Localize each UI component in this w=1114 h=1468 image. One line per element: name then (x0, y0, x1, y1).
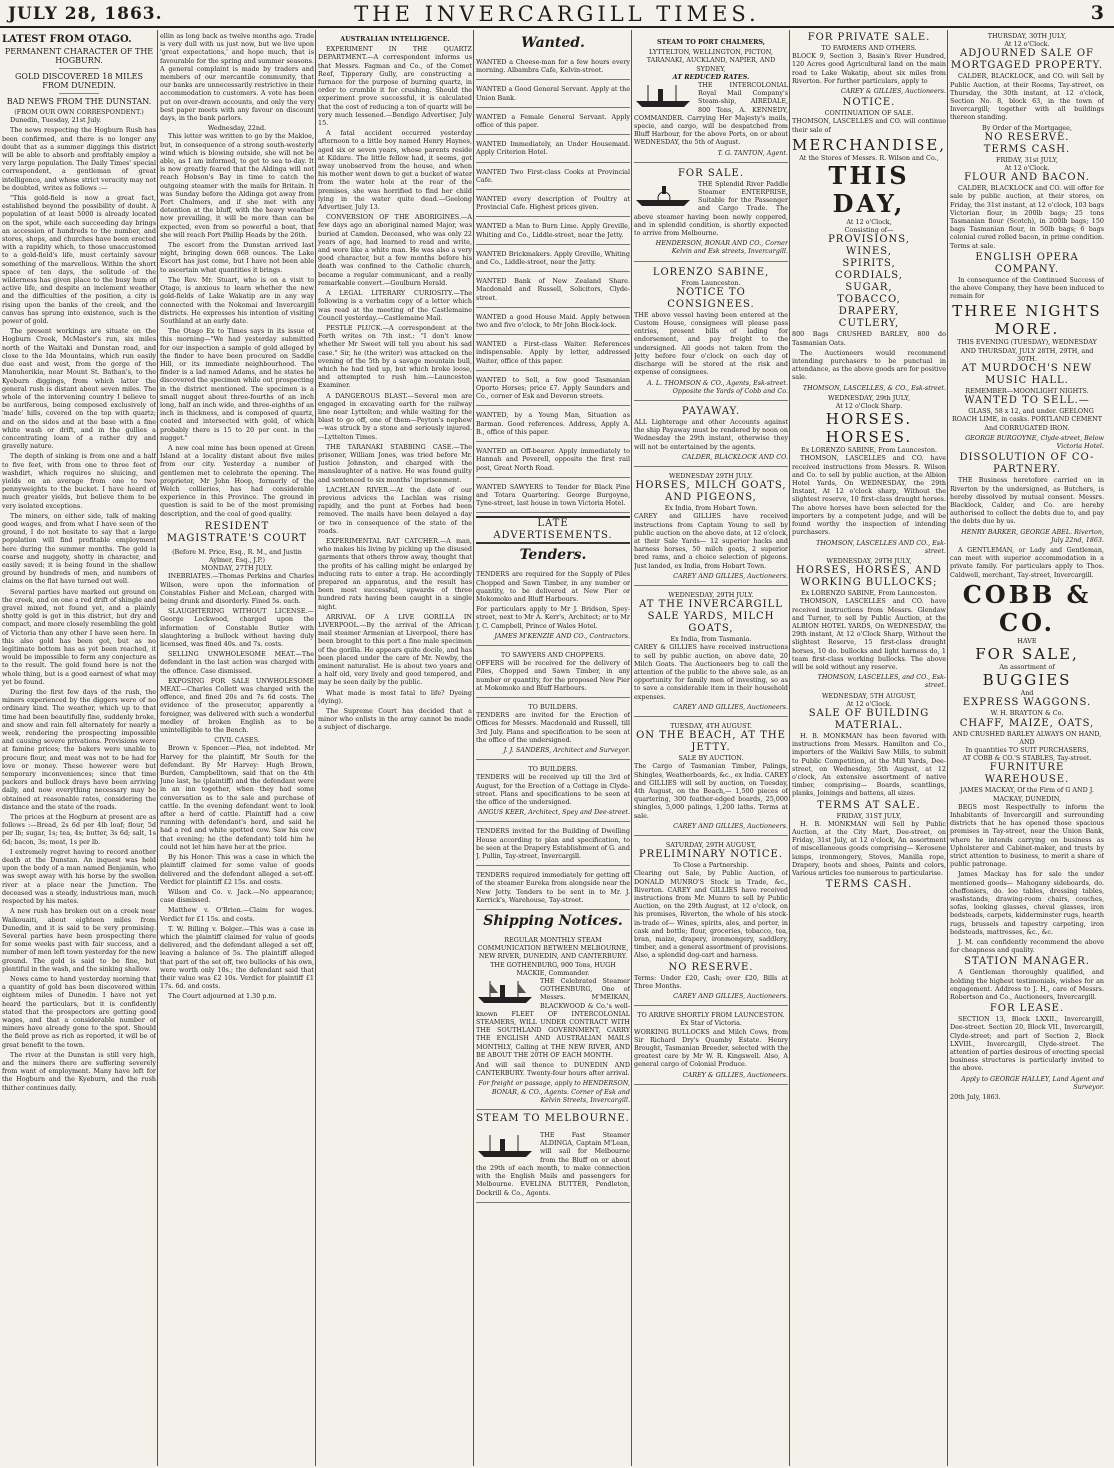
wanted-ad: WANTED a Cheese-man for a few hours every morning. Albambra Cafe, Kelvin-street. (476, 55, 630, 80)
news-item: A fatal accident occurred yesterday afternoon to a little boy named Henry Haynes, aged six or seven years, whose parents reside at Kildare. The little fellow had, it seems, got away unobserved from the house, and when his mother went down to get a bucket of water from the water hole at the rear of the premises, she was horrified to find her child lying in the water quite dead.—Geelong Advertiser, July 13. (318, 129, 472, 212)
bullocks-text: THOMSON, LASCELLES and CO. have received instructions from Messrs. Glendaw and Turner, to sell by Public Auction, at the ALBION HOTEL YARDS, On WEDNESDAY, the 29th instant, At 12 o'Clock Sharp, Without the slightest Reserve, 15 first-class draught horses, 10 do. bullocks and light harness do, 1 team first-class working bullocks. The above will be sold without any reserve. (792, 597, 946, 671)
sale-date: FRIDAY, 31st JULY, (996, 155, 1058, 164)
three-nights-heading: THREE NIGHTS MORE. (952, 302, 1102, 339)
bullocks-heading: HORSES, HORSES, AND WORKING BULLOCKS; (796, 565, 942, 589)
assortment-text: An assortment of (999, 662, 1055, 671)
cobb-heading: COBB & CO. (962, 579, 1092, 637)
issue-date: JULY 28, 1863. (8, 4, 163, 24)
column-wanted-tenders-shipping (476, 32, 630, 1464)
notice-heading: NOTICE. (842, 97, 896, 109)
goods-item: TOBACCO, (837, 294, 901, 306)
wanted-ad: WANTED a Man to Burn Lime. Apply Greville, Whiting and Co., Liddle-street, near the Jetty. (476, 219, 630, 244)
building-text: H. B. MONKMAN has been favored with instructions from Messrs. Hamilton and Co., importers of the Waikivi Saw Mills, to submit to Public Competition, at the Mill Yards, Dee-street, on Wednesday, 5th August, at 12 o'clock, An extensive assortment of native timber, comprising— Boards, scantlings, planks, Joinings and battens, all sizes. (792, 731, 946, 798)
article-paragraph: The miners, on either side, talk of making good wages, and from what I have seen of the ground, I do not hesitate to say that a large population will find profitable employment here during the summer months. The gold is coarse and nuggety, shotty in character, and easily saved; it is being found in the shallow ground by hundreds of men, and numbers of claims on the flat have turned out well. (2, 511, 156, 586)
mackay-note: J. M. can confidently recommend the above for cheapness and quality. (950, 938, 1104, 955)
sale-date: WEDNESDAY, 29th JULY, (828, 393, 910, 402)
wanted-ad: WANTED a Good General Servant. Apply at the Union Bank. (476, 82, 630, 107)
article-paragraph: The escort from the Dunstan arrived last night, bringing down 668 ounces. The Lake Escort has just come, but I have not been able to ascertain what quantities it brings. (160, 241, 314, 274)
auctioneers-note: The Auctioneers would recommend intending purchasers to be punctual in attendance, as the above goods are for positive sale. (792, 348, 946, 382)
article-paragraph: The prices at the Hogburn at present are as follows :—Bread, 2s 6d per 4lb loaf; flour, 5d per lb; sugar, 1s; tea, 4s; butter, 3s 6d; salt, 1s 6d; bacon, 3s; meat, 1s per lb. (2, 813, 156, 846)
court-paragraph: INEBRIATES.—Thomas Perkins and Charles Wilson, were upon the information of Constables Fisher and McLean, charged with being drunk and disorderly. Fined 5s. each. (160, 572, 314, 605)
auction-ad: TO ARRIVE SHORTLY FROM LAUNCESTON. Ex Star of Victoria. WORKING BULLOCKS and Milch Cows, from Sir Richard Dry's Quamby Estate. Henry Brought, Tasmanian Breeder, selected with the greatest care by Mr W. R. Kingswell. Also, A general cargo of Colonial Produce. CAREY & GILLIES, Auctioneers. (634, 1008, 788, 1085)
article-paragraph: The river at the Dunstan is still very high, and the miners there are suffering severely from want of employment. Many have left for the Hogburn and the Kyeburn, and the rush thither continues daily. (2, 1050, 156, 1092)
consignee-notice: LORENZO SABINE, From Launceston. NOTICE TO CONSIGNEES. THE above vessel having been entered at the Custom House, consignees will please pass entries, present bills of lading for endorsement, and pay freight to the undersigned. All goods not taken from the Jetty before four o'clock on each day of discharge will be stored at the risk and expense of consignees. A. L. THOMSON & CO., Agents, Esk-street. Opposite the Yards of Cobb and Co. (634, 264, 788, 401)
furniture-heading: FURNITURE WAREHOUSE. (984, 762, 1070, 786)
article-paragraph: During the first few days of the rush, the miners experienced by the diggers were of no ordinary kind. The weather, which up to that time had been beautifully fine, suddenly broke, and snow and rain fell alternately for nearly a week, rendering the prospecting impossible and causing severe privations. Provisions were at famine prices; the bakers were unable to procure flour, and meat was not to be had for love or money. These however were but temporary inconveniences; since that time packers and bullock drays have been arriving daily, and now everything necessary may be obtained at reasonable rates, considering the distance and the state of the roads. (2, 688, 156, 811)
gentleman-ad: A GENTLEMAN, or Lady and Gentleman, can meet with superior accommodation in a private family. For particulars apply to Thos. Caldwell, merchant, Tay-street, Invercargill. (950, 545, 1104, 579)
dissolution-heading: DISSOLUTION OF CO-PARTNERY. (959, 452, 1095, 476)
reserve-heading: NO RESERVE. (984, 131, 1070, 143)
consisting-text: Consisting of— (844, 226, 894, 235)
dissolution-text: THE Business heretofore carried on in Riverton by the undersigned, as Butchers, is hereby dissolved by mutual consent. Messrs. Blacklock, Calder, and Co. are hereby authorised to collect the debts due to, and pay the debts due by us. (950, 476, 1104, 526)
subheadline: GOLD DISCOVERED 18 MILES FROM DUNEDIN. (15, 72, 143, 90)
sale-text: THOMSON, LASCELLES and CO. will continue their sale of (792, 117, 946, 134)
friday-text: H. B. MONKMAN will Sell by Public Auction, at the City Mart, Dee-street, on Friday, 31st July, at 12 o'clock, An assortment of miscellaneous goods comprising— Kerosene lamps, ironmongery, Stoves, Manilla rope, Drapery, boots and shoes, Paints and colors, Various articles too numerous to particularise. (792, 819, 946, 877)
station-text: A Gentleman thoroughly qualified, and holding the highest testimonials, wishes for an engagement. Address to J. H., care of Messrs. Robertson and Co., Auctioneers, Invercargill. (950, 968, 1104, 1002)
sale-time: At 12 o'Clock Sharp. (835, 402, 903, 411)
wanted-sell-heading: WANTED TO SELL.— (964, 395, 1090, 407)
private-sale-agent: CAREY & GILLIES, Auctioneers. (840, 87, 946, 96)
article-paragraph: News came to hand yesterday morning that a quantity of gold has been discovered within eighteen miles of Dunedin. I have not yet heard the particulars, but it is confidently stated that the prospectors are getting good wages, and that a considerable number of miners have already gone to the spot. Should the field prove as rich as reported, it will be of great benefit to the town. (2, 974, 156, 1049)
wanted-ad: WANTED to Sell, a few good Tasmanian Oporto Horses; price £7. Apply Saunders and Co., corner of Esk and Deveron streets. (476, 373, 630, 407)
tender-ad: TO BUILDERS. TENDERS will be received up till the 3rd of August, for the Erection of a Cottage in Clyde-street. Plans and specifications to be seen at the office of the undersigned. ANGUS KEER, Architect, Spey and Dee-street. (476, 762, 630, 822)
and-text: And (1020, 689, 1034, 698)
column-steam-and-sales (634, 32, 788, 1464)
court-paragraph: SLAUGHTERING WITHOUT LICENSE.—George Lockwood, charged upon the information of Constable Butler with slaughtering a bullock without having duly licensed, was fined 40s. and 7s. costs. (160, 607, 314, 649)
also-text: 800 Bags CRUSHED BARLEY, 800 do Tasmanian Oats. (792, 330, 946, 347)
article-paragraph: The Otago Ex to Times says in its issue of this morning—"We had yesterday submitted for our inspection a sample of gold alleged by the finder to have been procured on Saddle Hill, or its immediate neighbourhood. The finder is a lad named Adams, and he states he discovered the specimen while out prospecting in the district mentioned. The specimen is a small nugget about three-fourths of an inch long, half an inch wide, and three-eighths of an inch in thickness, and is composed of quartz, coated and intersected with gold, of which probably there is 15 to 20 per cent. in the nugget." (160, 327, 314, 442)
terms-heading: TERMS AT SALE. (817, 799, 921, 811)
news-item: PESTLE PLUCK.—A correspondent at the Forth writes on 7th inst.: "I don't know whether Mr Sweet will tell you about his sad case." Sir, he (the writer) was attacked on the evening of the 5th by a savage mountain bull, which he had tied up, but which broke loose, and attempted to rush him.—Launceston Examiner. (318, 323, 472, 390)
opera-text: In consequence of the Continued Success of the above Company, they have been induced to remain for (950, 275, 1104, 301)
tender-ad: TENDERS invited for the Building of Dwelling House according to plan and specification, to be seen at the Drapery Establishment of G. and J. Pullin, Tay-street, Invercargill. (476, 824, 630, 866)
lease-signature: Apply to GEORGE HALLEY, Land Agent and Surveyor. (961, 1074, 1104, 1091)
news-item: THE TARANAKI STABBING CASE.—The prisoner, William Jones, was tried before Mr. Justice Johnston, and charged with the manslaughter of a native. He was found guilty and sentenced to six months' imprisonment. (318, 442, 472, 484)
column-rule (473, 30, 474, 1466)
wanted-ad: WANTED Brickmakers. Apply Greville, Whiting and Co., Liddle-street, near the Jetty. (476, 247, 630, 272)
continuation-heading: CONTINUATION OF SALE. (824, 109, 914, 118)
sale-date: WEDNESDAY, 5TH AUGUST, (821, 691, 917, 700)
wanted-heading: Wanted. (521, 35, 585, 51)
wanted-ad: WANTED a Female General Servant. Apply office of this paper. (476, 110, 630, 135)
court-paragraph: Wilson and Co. v. Jack.—No appearance; case dismissed. (160, 887, 314, 905)
goods-item: CUTLERY, (838, 318, 900, 330)
burgoyne-signature: GEORGE BURGOYNE, Clyde-street, Below Victoria Hotel. (965, 433, 1104, 451)
tender-ad: TENDERS are required for the Supply of Piles Chopped and Sawn Timber, in any number or quantity, to be delivered at New Pier or Mokomoko and Bluff Harbours. For particulars apply to Mr J. Bridson, Spey-street, next to Mr A. Kerr's, Architect; or to Mr J. C. Campbell, Prince of Wales Hotel. JAMES M'KENZIE AND CO., Contractors. (476, 567, 630, 646)
news-item: EXPERIMENT IN THE QUARTZ DEPARTMENT.—A correspondent informs us that Messrs. Fagman and Co., of the Comet Reef, Tipperary Gully, are constructing a furnace for the purpose of burning quartz, in order to crumble it for crushing. Should the experiment prove successful, it is calculated that the cost of reducing a ton of quartz will be very much lessened.—Bendigo Advertiser, July 15. (318, 45, 472, 128)
page-number: 3 (1090, 2, 1104, 24)
wanted-ad: WANTED Bank of New Zealand Share. Macdonald and Russell, Solicitors, Clyde-street. (476, 274, 630, 308)
barley-text: AND CRUSHED BARLEY ALWAYS ON HAND, AND (952, 729, 1102, 746)
bullocks-subheading: Ex LORENZO SABINE, From Launceston. (800, 589, 937, 598)
evenings-text: THIS EVENING (TUESDAY), WEDNESDAY AND THURSDAY, JULY 28TH, 29TH, and 30TH. (957, 338, 1097, 363)
court-paragraph: By his Honor: This was a case in which the plaintiff claimed for some value of goods delivered and the defendant alleged a set-off. Verdict for plaintiff £2 15s. and costs. (160, 853, 314, 886)
auction-ad: TUESDAY, 4TH AUGUST. ON THE BEACH, AT THE JETTY. SALE BY AUCTION. The Cargo of Tasmanian Timber, Palings, Shingles, Weatherboards, &c., ex India. CAREY and GILLIES will sell by auction, on Tuesday, 4th August, on the Beach,— 1,500 pieces of quartering, 300 feather-edged boards, 25,000 shingles, 5,000 palings, 1,200 laths. Terms at sale. CAREY AND GILLIES, Auctioneers. (634, 719, 788, 836)
express-heading: EXPRESS WAGGONS. (962, 697, 1092, 709)
for-sale-heading: FOR SALE, (975, 644, 1079, 663)
article-paragraph: The news respecting the Hogburn Rush has been confirmed, and there is no longer any doubt that as a summer diggings this district will be able to absorb and profitably employ a very large population. The Daily Times' special correspondent, a gentleman of great intelligence, and whose strict veracity may not be doubted, writes as follows :— (2, 126, 156, 192)
column-calder-blacklock (950, 32, 1104, 1464)
sale-date: FRIDAY, 31ST JULY, (836, 811, 902, 820)
quantities-text: In quantities TO SUIT PURCHASERS, (965, 745, 1089, 754)
auction-ad: SATURDAY, 29TH AUGUST, PRELIMINARY NOTICE. To Close a Partnership. Clearing out Sale, by Public Auction, of DONALD MUNRO'S Stock in Trade, &c., Riverton. CAREY and GILLIES have received instructions from Mr. Munro to sell by Public Auction, on the 29th August, at 12 o'clock, on his premises, Riverton, the whole of his stock-in-trade of— Wines, spirits, ales, and porter, in cask and bottle; flour, groceries, tobacco, tea, bran, maize, drapery, ironmongery, saddlery, timber, and a general assortment of provisions. Also, a splendid dog-cart and harness. NO RESERVE. Terms: Under £20, Cash; over £20, Bills at Three Months. CAREY AND GILLIES, Auctioneers. (634, 838, 788, 1006)
wanted-items: GLASS, 58 x 12, and under. GEELONG ROACH LIME, in casks. PORTLAND CEMENT And CORRUGATED IRON. (952, 407, 1102, 432)
article-paragraph: I extremely regret having to record another death at the Dunstan. An inquest was held upon the body of a man named Benjamin, who was swept away with his horse by the swollen river at a place near the Junction. The deceased was a steady, industrious man, much respected by his mates. (2, 847, 156, 906)
news-item: A DANGEROUS BLAST.—Several men are engaged in excavating earth for the railway line near Lyttelton; and while waiting for the blast to go off, one of them—Peyton's nephew—was struck by a stone and seriously injured.—Lyttelton Times. (318, 391, 472, 441)
lease-date: 20th July, 1863. (950, 1093, 1001, 1102)
news-item: ARRIVAL OF A LIVE GORILLA IN LIVERPOOL.—By the arrival of the African mail steamer Armenian at Liverpool, there has been brought to this port a fine male specimen of the gorilla. He appears quite docile, and has been placed under the care of Mr. Newby, the eminent naturalist. He is about two years and a half old, very lively and good tempered, and may be seen daily by the public. (318, 612, 472, 687)
wanted-ad: WANTED Immediately, an Under Housemaid. Apply Criterion Hotel. (476, 137, 630, 162)
court-paragraph: T. W. Billing v. Bolger.—This was a case in which the plaintiff claimed for value of goods delivered, and the defendant alleged a set off, leaving a balance of 5s. The plaintiff alleged that part of the set off, two bullocks of his own, were worth only 10s.; the defendant said that their value was £2 10s. Verdict for plaintiff £1 17s. 6d. and costs. (160, 924, 314, 991)
opera-heading: ENGLISH OPERA COMPANY. (975, 251, 1079, 275)
have-text: HAVE (1017, 636, 1037, 645)
court-subheading: (Before M. Price, Esq., R. M., and Justin Aylmer, Esq., J.P.) (172, 547, 302, 564)
private-sale-text: BLOCK 9, Section 3, Basin's River Hundred, 120 Acres good Agricultural land on the main road to Lake Wakatip, about six miles from Riverton. For further particulars, apply to (792, 52, 946, 85)
court-paragraph: Brown v. Spencer.—Plea, not indebted. Mr Harvey for the plaintiff, Mr South for the defendant. By Mr Harvey: Hugh Brown, Burden, Campbelltown, said that on the 4th June last, he (plaintiff) and the defendant were in an inn together, when they had some conversation as to the sale and purchase of cattle. In the evening defendant went to look after a herd of cattle. Plaintiff had a cow running with defendant's herd, and said he had a red and white spotted cow. Saw his cow that evening; he (the defendant) told him he could not let him have her at the price. (160, 744, 314, 851)
late-ads-heading: LATE ADVERTISEMENTS. (476, 516, 630, 544)
mackay-text: BEGS most Respectfully to inform the Inhabitants of Invercargill and surrounding districts that he has opened those spacious premises in Tay-street, near the Union Bank, where he intends carrying on business as Upholsterer and Cabinet-maker, and trusts by strict attention to business, to merit a share of public patronage. (950, 802, 1104, 869)
shipping-ad: REGULAR MONTHLY STEAM COMMUNICATION BETWEEN MELBOURNE, NEW RIVER, DUNEDIN, AND CANTERBURY. THE GOTHENBURG, 900 Tons, HUGH MACKIE, Commander. THE Celebrated Steamer GOTHENBURG, One of Messrs. M'MEIKAN, BLACKWOOD & Co.'s well-known FLEET OF INTERCOLONIAL STEAMERS, WILL UNDER CONTRACT WITH THE SOUTHLAND GOVERNMENT, CARRY THE ENGLISH AND AUSTRALIAN MAILS MONTHLY, Calling at THE NEW RIVER, AND BE ABOUT THE 20TH OF EACH MONTH. And will sail thence to DUNEDIN AND CANTERBURY. Twenty-four hours after arrival. For freight or passage, apply to HENDERSON, BONAR, & CO., Agents. Corner of Esk and Kelvin Streets, Invercargill. (476, 933, 630, 1110)
tender-ad: TO BUILDERS. TENDERS are invited for the Erection of Offices for Messrs. Macdonald and Russell, till 3rd July. Plans and specification to be seen at the office of the undersigned. J. J. SANDERS, Architect and Surveyor. (476, 700, 630, 760)
moonlight-text: REMEMBER—MOONLIGHT NIGHTS. (965, 387, 1089, 396)
subheadline: BAD NEWS FROM THE DUNSTAN. (6, 97, 152, 106)
buggies-heading: BUGGIES (982, 671, 1072, 690)
headline: LATEST FROM OTAGO. (2, 34, 132, 45)
goods-item: WINES, (846, 246, 892, 258)
column-australian-intelligence (318, 32, 472, 1464)
wanted-ad: WANTED SAWYERS to Tender for Black Pine and Totara Quartering. George Burgoyne, Tyne-street, last house in town Victoria Hotel. (476, 480, 630, 514)
wanted-ad: WANTED a good House Maid. Apply between two and five o'clock, to Mr John Block-lock. (476, 310, 630, 335)
payaway-notice: PAYAWAY. ALL Lighterage and other Accounts against the ship Payaway must be rendered by noon on Wednesday the 29th instant, otherwise they will not be entertained by the agents. CALDER, BLACKLOCK AND CO. (634, 403, 788, 467)
by-order: By Order of the Mortgagee, (982, 123, 1072, 132)
wanted-ad: WANTED a First-class Waiter. References indispensable. Apply by letter, addressed Waiter, office of this paper. (476, 337, 630, 371)
horses-heading: HORSES. HORSES. (825, 410, 913, 447)
article-paragraph: A new rush has broken out on a creek near Waikouaiti, about eighteen miles from Dunedin, and it is said to be very promising. Several parties have been prospecting there for some weeks past with fair success, and a number of men left town yesterday for the new ground. The gold is said to be fine, but plentiful in the wash, and the sinking shallow. (2, 907, 156, 973)
masthead (0, 0, 1114, 28)
stores-text: At the Stores of Messrs. R. Wilson and Co., (799, 153, 939, 162)
steam-ad: STEAM TO PORT CHALMERS, LYTTELTON, WELLINGTON, PICTON, TARANAKI, AUCKLAND, NAPIER, AND SYDNEY, AT REDUCED RATES. THE INTERCOLONIAL Royal Mail Company's Steam-ship, AIREDALE, 800 Tons, A. KENNEDY, COMMANDER. Carrying Her Majesty's mails, specie, and cargo, will be despatched from Bluff Harbour, for the above Ports, on or about WEDNESDAY, the 5th of August. T. G. TANTON, Agent. (634, 32, 788, 163)
subheadline: PERMANENT CHARACTER OF THE HOGBURN. (4, 47, 154, 65)
court-heading: RESIDENT MAGISTRATE'S COURT (166, 520, 308, 544)
this-day-heading: THIS DAY, (828, 161, 910, 219)
horses-text: THOMSON, LASCELLES and CO. have received instructions from Messrs. R. Wilson and Co. to sell by public auction, at the Albion Hotel Yards, On WEDNESDAY, the 29th Instant, At 12 o'clock sharp, Without the slightest reserve, 10 first-class draught horses. The above horses have been selected for the importers by a competent judge, and will be found worthy the inspection of intending purchasers. (792, 454, 946, 537)
column-rule (631, 30, 632, 1466)
article-paragraph: The depth of sinking is from one and a half to five feet, with from one to three feet of washdirt, which requires no sluicing, and yields on an average from one to two pennyweights to the bucket. I have heard of much greater yields, but believe them to be very isolated exceptions. (2, 452, 156, 510)
news-item: CONVERSION OF THE ABORIGINES.—A few days ago an aboriginal named Major, was buried at Camden. Deceased, who was only 22 years of age, had learned to read and write, and wore like a white man. He was also a very good character, but a few months before his death was confined to the Catholic church, became a regular communicant, and a really remarkable convert.—Goulburn Herald. (318, 213, 472, 287)
hall-heading: AT MURDOCH'S NEW MUSIC HALL. (961, 363, 1093, 387)
tender-ad: TO SAWYERS AND CHOPPERS. OFFERS will be received for the delivery of Piles, Chopped and Sawn Timber, in any number or quantity, for the proposed New Pier at Mokomoko and Bluff Harbours. (476, 648, 630, 698)
brayton-signature: W. H. BRAYTON & Co. (990, 709, 1064, 718)
wanted-ad: WANTED an Off-bearer. Apply immediately to Hannah and Peverell, opposite the first rail post, Great North Road. (476, 444, 630, 478)
goods-item: PROVISIONS, (828, 234, 910, 246)
court-paragraph: EXPOSING FOR SALE UNWHOLESOME MEAT.—Charles Collett was charged with the offence, and fined 20s and 7s 6d costs. The evidence of the prosecutor, apparently a foreigner, was delivered with such a wonderful medley of broken English as to be unintelligible to the Bench. (160, 676, 314, 735)
column-thomson-lascelles (792, 32, 946, 1464)
dateline: Dunedin, Tuesday, 21st July. (10, 116, 102, 125)
court-date: MONDAY, 27TH JULY. (201, 564, 273, 573)
tenders-heading: Tenders. (519, 547, 587, 564)
column-otago-news (2, 32, 156, 1464)
newspaper-title: THE INVERCARGILL TIMES. (354, 2, 760, 26)
adjourned-text: CALDER, BLACKLOCK, and CO. will Sell by Public Auction, at their Rooms, Tay-street, on Thursday, the 30th instant, at 12 o'clock, Section No. 8, block 63, in the town of Invercargill; together with all buildings thereon standing. (950, 72, 1104, 122)
mackay-goods: James Mackay has for sale the under mentioned goods— Mahogany sideboards, do. cheffoniers, do. loo tables, dressing tables, washstands, drawing-room chairs, couches, sofas, looking glasses, cheval glasses, iron bedsteads, carpets, kidderminster rugs, hearth rugs, brussels and tapestry carpeting, iron bedsteads, mattresses, &c., &c. (950, 870, 1104, 936)
news-item: What made is most fatal to life? Dyeing (dying). (318, 688, 472, 705)
news-item: LACHLAN RIVER.—At the date of our previous advices the Lachlan was rising rapidly, and the punt at Forbes had been removed. The mails have been delayed a day or two in consequence of the state of the roads. (318, 485, 472, 535)
wanted-ad: WANTED Two First-class Cooks at Provincial Cafe. (476, 165, 630, 190)
sale-ad: FOR SALE. THE Splendid River Paddle Steamer ENTERPRISE, Suitable for the Passenger and Cargo Trade. The above steamer having been newly coppered, and in splendid condition, is shortly expected to arrive from Melbourne. HENDERSON, BONAR AND CO., Corner Kelvin and Esk streets, Invercargill. (634, 165, 788, 262)
adjourned-heading: ADJOURNED SALE OF MORTGAGED PROPERTY. (950, 48, 1104, 72)
steamship-icon (476, 1133, 536, 1159)
terms-heading: TERMS CASH. (983, 143, 1071, 155)
melbourne-heading: STEAM TO MELBOURNE. (476, 1113, 630, 1125)
court-paragraph: Matthew v. O'Brien.—Claim for wages. Verdict for £1 15s. and costs. (160, 906, 314, 923)
article-paragraph: The present workings are situate on the Hogburn Creek, McMaster's run, six miles north of the Waitaki and Dunstan road, and close to the Ida Mountains, which run easily due east and west, from the gorge of the Manuherikia, near Mount St. Bathan's, to the Kyeburn diggings, from which latter the general rush is distant about seven miles. The whole of the intervening country I believe to be auriferous, being composed exclusively of 'made' hills, covered on the top with quartz; and on the sides and at the base with a fine white wash or drift, and in the gullies a concentrating loam of a rather dry and gravelly nature. (2, 327, 156, 451)
goods-item: CORDIALS, (835, 270, 903, 282)
section-heading: AUSTRALIAN INTELLIGENCE. (340, 35, 450, 43)
news-item: The Supreme Court has decided that a minor who enlists in the army cannot be made a subject of discharge. (318, 707, 472, 732)
auction-ad: WEDNESDAY 29TH JULY. HORSES, MILCH GOATS, AND PIGEONS, Ex India, from Hobart Town. CAREY and GILLIES have received instructions from Captain Young to sell by public auction on the above date, at 12 o'clock, at their Sale Yards— 12 superior hacks and harness horses, 50 milch goats, 2 superior bred rams, and a choice selection of pigeons. Just landed, ex India, from Hobart Town. CAREY AND GILLIES, Auctioneers. (634, 469, 788, 586)
auctioneer-signature: THOMSON, LASCELLES, & CO., Esk-street. (802, 383, 946, 392)
article-paragraph: The Rev. Mr. Stuart, who is on a visit to Otago, is anxious to learn whether the new gold-fields of Lake Wakatip are in any way connected with the Nokomai and Invercargill districts. He expresses his intention of visiting Southland at an early date. (160, 275, 314, 325)
station-heading: STATION MANAGER. (964, 956, 1090, 968)
sale-date: THURSDAY, 30TH JULY, (987, 32, 1067, 40)
shipping-ad: THE Fast Steamer ALDINGA, Captain M'Lean, will sail for Melbourne from the Bluff on or about the 29th of each month, to make connection with the English Mails and passengers for Melbourne. EVELINA BUTTER, Pendleton, Dockrill & Co., Agents. (476, 1128, 630, 1203)
dateline: Wednesday, 22nd. (207, 124, 267, 133)
court-subheading: CIVIL CASES. (214, 736, 260, 745)
sale-time: At 12 o'Clock, (846, 218, 892, 227)
auctioneer-signature: THOMSON, LASCELLES, and CO., Esk-street. (817, 673, 946, 690)
auction-ad: WEDNESDAY, 29TH JULY. AT THE INVERCARGILL SALE YARDS, MILCH GOATS, Ex India, from Tasmania. CAREY & GILLIES have received instructions to sell by public auction, on above date, 20 Milch Goats. The Auctioneers beg to call the attention of the public to the above sale, as an opportunity for family men of investing, so as to save a considerable item in their household expenses. CAREY AND GILLIES, Auctioneers. (634, 588, 788, 717)
byline: (FROM OUR OWN CORRESPONDENT.) (14, 108, 144, 116)
sale-time: At 12 o'Clock. (1004, 40, 1050, 49)
article-paragraph: Several parties have marked out ground on the creek, and on one a red drift of shingle and gravel mixed, not found yet, and a plainly shotty gold is got in this district, but dry and compact, and more closely resembling the gold of Victoria than any other I have seen here. In this also gold has been got, but as no legitimate bottom has as yet been reached, it would be impossible to form any conjecture as to the result. The gold found here is not the whole thing, but is a good earnest of what may yet be found. (2, 587, 156, 686)
article-paragraph: This letter was written to go by the Makloe, but, in consequence of a strong south-westerly wind which is blowing outside, she will not be able, as I am informed, to get to sea to-day. It is now greatly feared that the Aldinga will not reach Hobson's Bay in time to catch the outgoing steamer with the mails for Britain. It was Sunday before the Aldinga got away from Port Chalmers, and if she met with any detention at the bluff, with the heavy weather now prevailing, it will be more than can be expected, even from so powerful a boat, that she will reach Port Phillip Heads by the 26th. (160, 132, 314, 239)
column-rule (315, 30, 316, 1466)
column-rule (947, 30, 948, 1466)
paddle-steamer-icon (634, 182, 694, 208)
private-sale-heading: FOR PRIVATE SALE. (807, 32, 931, 43)
tender-ad: TENDERS required immediately for getting off of the steamer Eureka from alongside near the New Jetty. Tenders to be sent in to Mr. J. Kerrick's, Warehouse, Tay-street. (476, 868, 630, 910)
mackay-heading: JAMES MACKAY, Of the Firm of G AND J. MACKAY, DUNEDIN, (960, 786, 1094, 803)
building-heading: SALE OF BUILDING MATERIAL. (808, 707, 930, 731)
steamship-icon (634, 83, 694, 109)
court-paragraph: SELLING UNWHOLESOME MEAT.—The defendant in the last action was charged with the offence. Case dismissed. (160, 650, 314, 675)
lease-text: SECTION 13, Block LXXII., Invercargill, Dee-street. Section 20, Block VII., Invercargill, Clyde-street; and part of Section 2, Block LXVIII., Invercargill, Clyde-street. The attention of parties desirous of erecting special business structures is particularly invited to the above. (950, 1015, 1104, 1073)
goods-item: SUGAR, (845, 282, 893, 294)
lease-heading: FOR LEASE. (989, 1003, 1065, 1015)
news-item: EXPERIMENTAL RAT CATCHER.—A man, who makes his living by picking up the disused garments that others throw away, thought that the profits of his calling might be enlarged by inducing rats to enter a trap. He accordingly prepared an apparatus, and the result has been most successful, upwards of three hundred rats having been caught in a single night. (318, 536, 472, 611)
flour-text: CALDER, BLACKLOCK and CO. will offer for sale by public auction, at their stores, on Friday, the 31st instant, at 12 o'clock, 103 bags Victorian flour, in 200lb bags; 25 tons Tasmanian flour (Scotch), in 200lb bags; 150 bags Tasmanian flour, in 50lb bags; 6 bags colonial cured rolled bacon, in prime condition. Terms at sale. (950, 184, 1104, 250)
news-item: A LEGAL LITERARY CURIOSITY.—The following is a verbatim copy of a letter which was read at the meeting of the Castlemaine Council yesterday.—Castlemaine Mail. (318, 289, 472, 322)
article-paragraph: A new coal mine has been opened at Green Island at a locality distant about five miles from our city. Yesterday a number of gentlemen met to celebrate the opening. The proprietor, Mr John Hoop, formerly of the Welch collieries, has had considerable experience in this Province. The ground in question is said to be of the most promising description, and the coal of good quality. (160, 443, 314, 518)
sale-date: WEDNESDAY, 29TH JULY, (826, 556, 912, 565)
wanted-ad: WANTED, by a Young Man, Situation as Barman. Good references. Address, Apply A. B., office of this paper. (476, 408, 630, 442)
horses-subheading: Ex LORENZO SABINE, From Launceston. (800, 446, 937, 455)
court-paragraph: The Court adjourned at 1.30 p.m. (168, 992, 277, 1001)
goods-item: DRAPERY, (838, 306, 900, 318)
auctioneer-signature: THOMSON, LASCELLES AND CO., Esk-street. (816, 538, 946, 555)
stables-text: AT COBB & CO.'S STABLES, Tay-street. (962, 754, 1092, 763)
shipping-heading: Shipping Notices. (483, 913, 623, 930)
steamship-icon (476, 979, 536, 1005)
column-rule (789, 30, 790, 1466)
goods-item: SPIRITS, (842, 258, 896, 270)
dissolution-signature: HENRY BARKER, GEORGE ABEL. Riverton, July 22nd, 1863. (961, 527, 1104, 544)
chaff-heading: CHAFF, MAIZE, OATS, (959, 717, 1095, 729)
sale-time: At 12 o'Clock. (1004, 164, 1050, 173)
flour-heading: FLOUR AND BACON. (964, 172, 1090, 184)
article-paragraph: "This gold-field is now a great fact, established beyond the possibility of doubt. A population of at least 5000 is already located on the spot, while each succeeding day brings an accession of hundreds to the number, and stores, shops, and churches have been erected with a rapidity which, to those unaccustomed to a gold-field's life, must certainly savour something of the marvellous. Within the short space of ten days, the solitude of the wilderness has given place to the busy hum of active life, and despite an inclement weather and the difficulties of the position, a city is rising upon the banks of the creek, and the canvas has sprung into existence, such is the power of gold. (2, 194, 156, 326)
merchandise-heading: MERCHANDISE, (792, 135, 946, 154)
column-rule (157, 30, 158, 1466)
terms-heading: TERMS CASH. (825, 879, 913, 891)
column-letter-and-court (160, 32, 314, 1464)
private-sale-subheading: TO FARMERS AND OTHERS. (821, 44, 917, 52)
wanted-ad: WANTED every description of Poultry at Provincial Cafe. Highest prices given. (476, 192, 630, 217)
article-paragraph: ellin as long back as twelve months ago. Trade is very dull with us just now, but we live upon 'great expectations,' and hope much, that is favourable for the spring and summer seasons. A general complaint is made by traders and members of our mercantile community, that our banks are unnecessarily restrictive in their accommodation to customers. A vote has been put on over-drawn accounts, and only the very best paper meets with any favour on discount days, in the bank parlors. (160, 32, 314, 123)
sale-time: At 12 o'Clock. (846, 699, 892, 708)
